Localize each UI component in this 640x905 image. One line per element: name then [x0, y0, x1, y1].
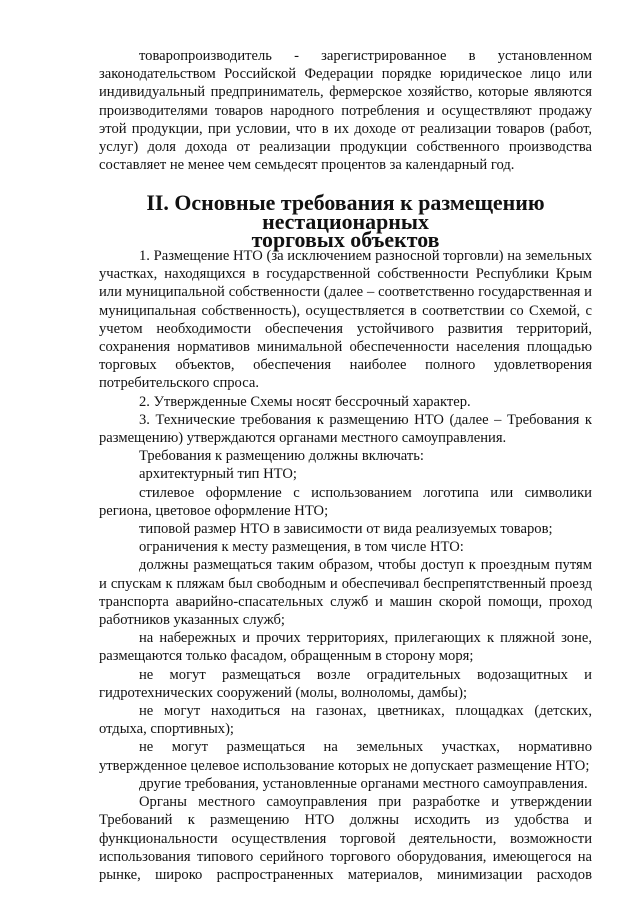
intro-word-4: установленном [497, 48, 592, 64]
restriction-item: другие требования, установленные органами местного самоуправления. [139, 775, 588, 792]
requirement-item: типовой размер НТО в зависимости от вида реализуемых товаров; [139, 521, 553, 538]
restriction-item: на набережных и прочих территориях, прилегающих к пляжной зоне, размещаются только фасадом, обращенным в сторону моря; [99, 630, 592, 665]
requirement-item: ограничения к месту размещения, в том числе НТО: [139, 539, 464, 556]
paragraph-2: 2. Утвержденные Схемы носят бессрочный характер. [139, 393, 471, 410]
section-body [99, 247, 592, 884]
intro-word-1: товаропроизводитель [139, 48, 272, 64]
paragraph-3: 3. Технические требования к размещению НТО (далее – Требования к размещению) утверждаются органами местного самоуправления. [99, 411, 592, 447]
restriction-item: должны размещаться таким образом, чтобы доступ к проездным путям и спускам к пляжам был свободным и обеспечивал беспрепятственный проезд транспорта аварийно-спасательных служб и машин скорой помощи, проход работников указанных служб; [99, 557, 592, 629]
restriction-item: не могут размещаться возле оградительных водозащитных и гидротехнических сооружений (молы, волноломы, дамбы); [99, 666, 592, 701]
requirement-item: архитектурный тип НТО; [139, 466, 297, 483]
requirements-intro: Требования к размещению должны включать: [139, 448, 424, 465]
section-heading [99, 190, 592, 252]
restriction-item: не могут находиться на газонах, цветниках, площадках (детских, отдыха, спортивных); [99, 703, 592, 738]
paragraph-1: 1. Размещение НТО (за исключением разносной торговли) на земельных участках, находящихся в государственной собственности Республики Крым или муниципальной собственности (далее – соответственно государственная и муниципальная собственность), осуществляется в соответствии со Схемой, с учетом необходимости обеспечения устойчивого развития территорий, сохранения нормативов минимальной обеспеченности населения площадью торговых объектов, обеспечения наиболее полного удовлетворения потребительского спроса. [99, 248, 592, 392]
restriction-item: не могут размещаться на земельных участках, нормативно утвержденное целевое использование которых не допускает размещение НТО; [99, 739, 592, 774]
intro-text: законодательством Российской Федерации порядке юридическое лицо или индивидуальный предприниматель, фермерское хозяйство, которые являются производителями товаров народного потребления и осуществляют продажу этой продукции, при условии, что в их доходе от реализации товаров (работ, услуг) доля дохода от реализации продукции собственного производства составляет не менее чем семьдесят процентов за календарный год. [99, 66, 592, 174]
requirement-item: стилевое оформление с использованием логотипа или символики региона, цветовое оформление НТО; [99, 484, 592, 519]
intro-paragraph [99, 47, 592, 174]
intro-first-line [99, 47, 592, 65]
section-heading-line-1: II. Основные требования к размещению нестационарных [146, 190, 545, 234]
final-paragraph: Органы местного самоуправления при разработке и утверждении Требований к размещению НТО должны исходить из удобства и функциональности осуществления торговой деятельности, возможности использования типового серийного торгового оборудования, имеющегося на рынке, широко распространенных материалов, минимизации расходов [99, 794, 592, 883]
section-heading-line-2: торговых объектов [251, 227, 440, 252]
intro-word-2: зарегистрированное [321, 48, 447, 64]
intro-dash: - [294, 48, 299, 64]
intro-word-3: в [468, 48, 476, 64]
